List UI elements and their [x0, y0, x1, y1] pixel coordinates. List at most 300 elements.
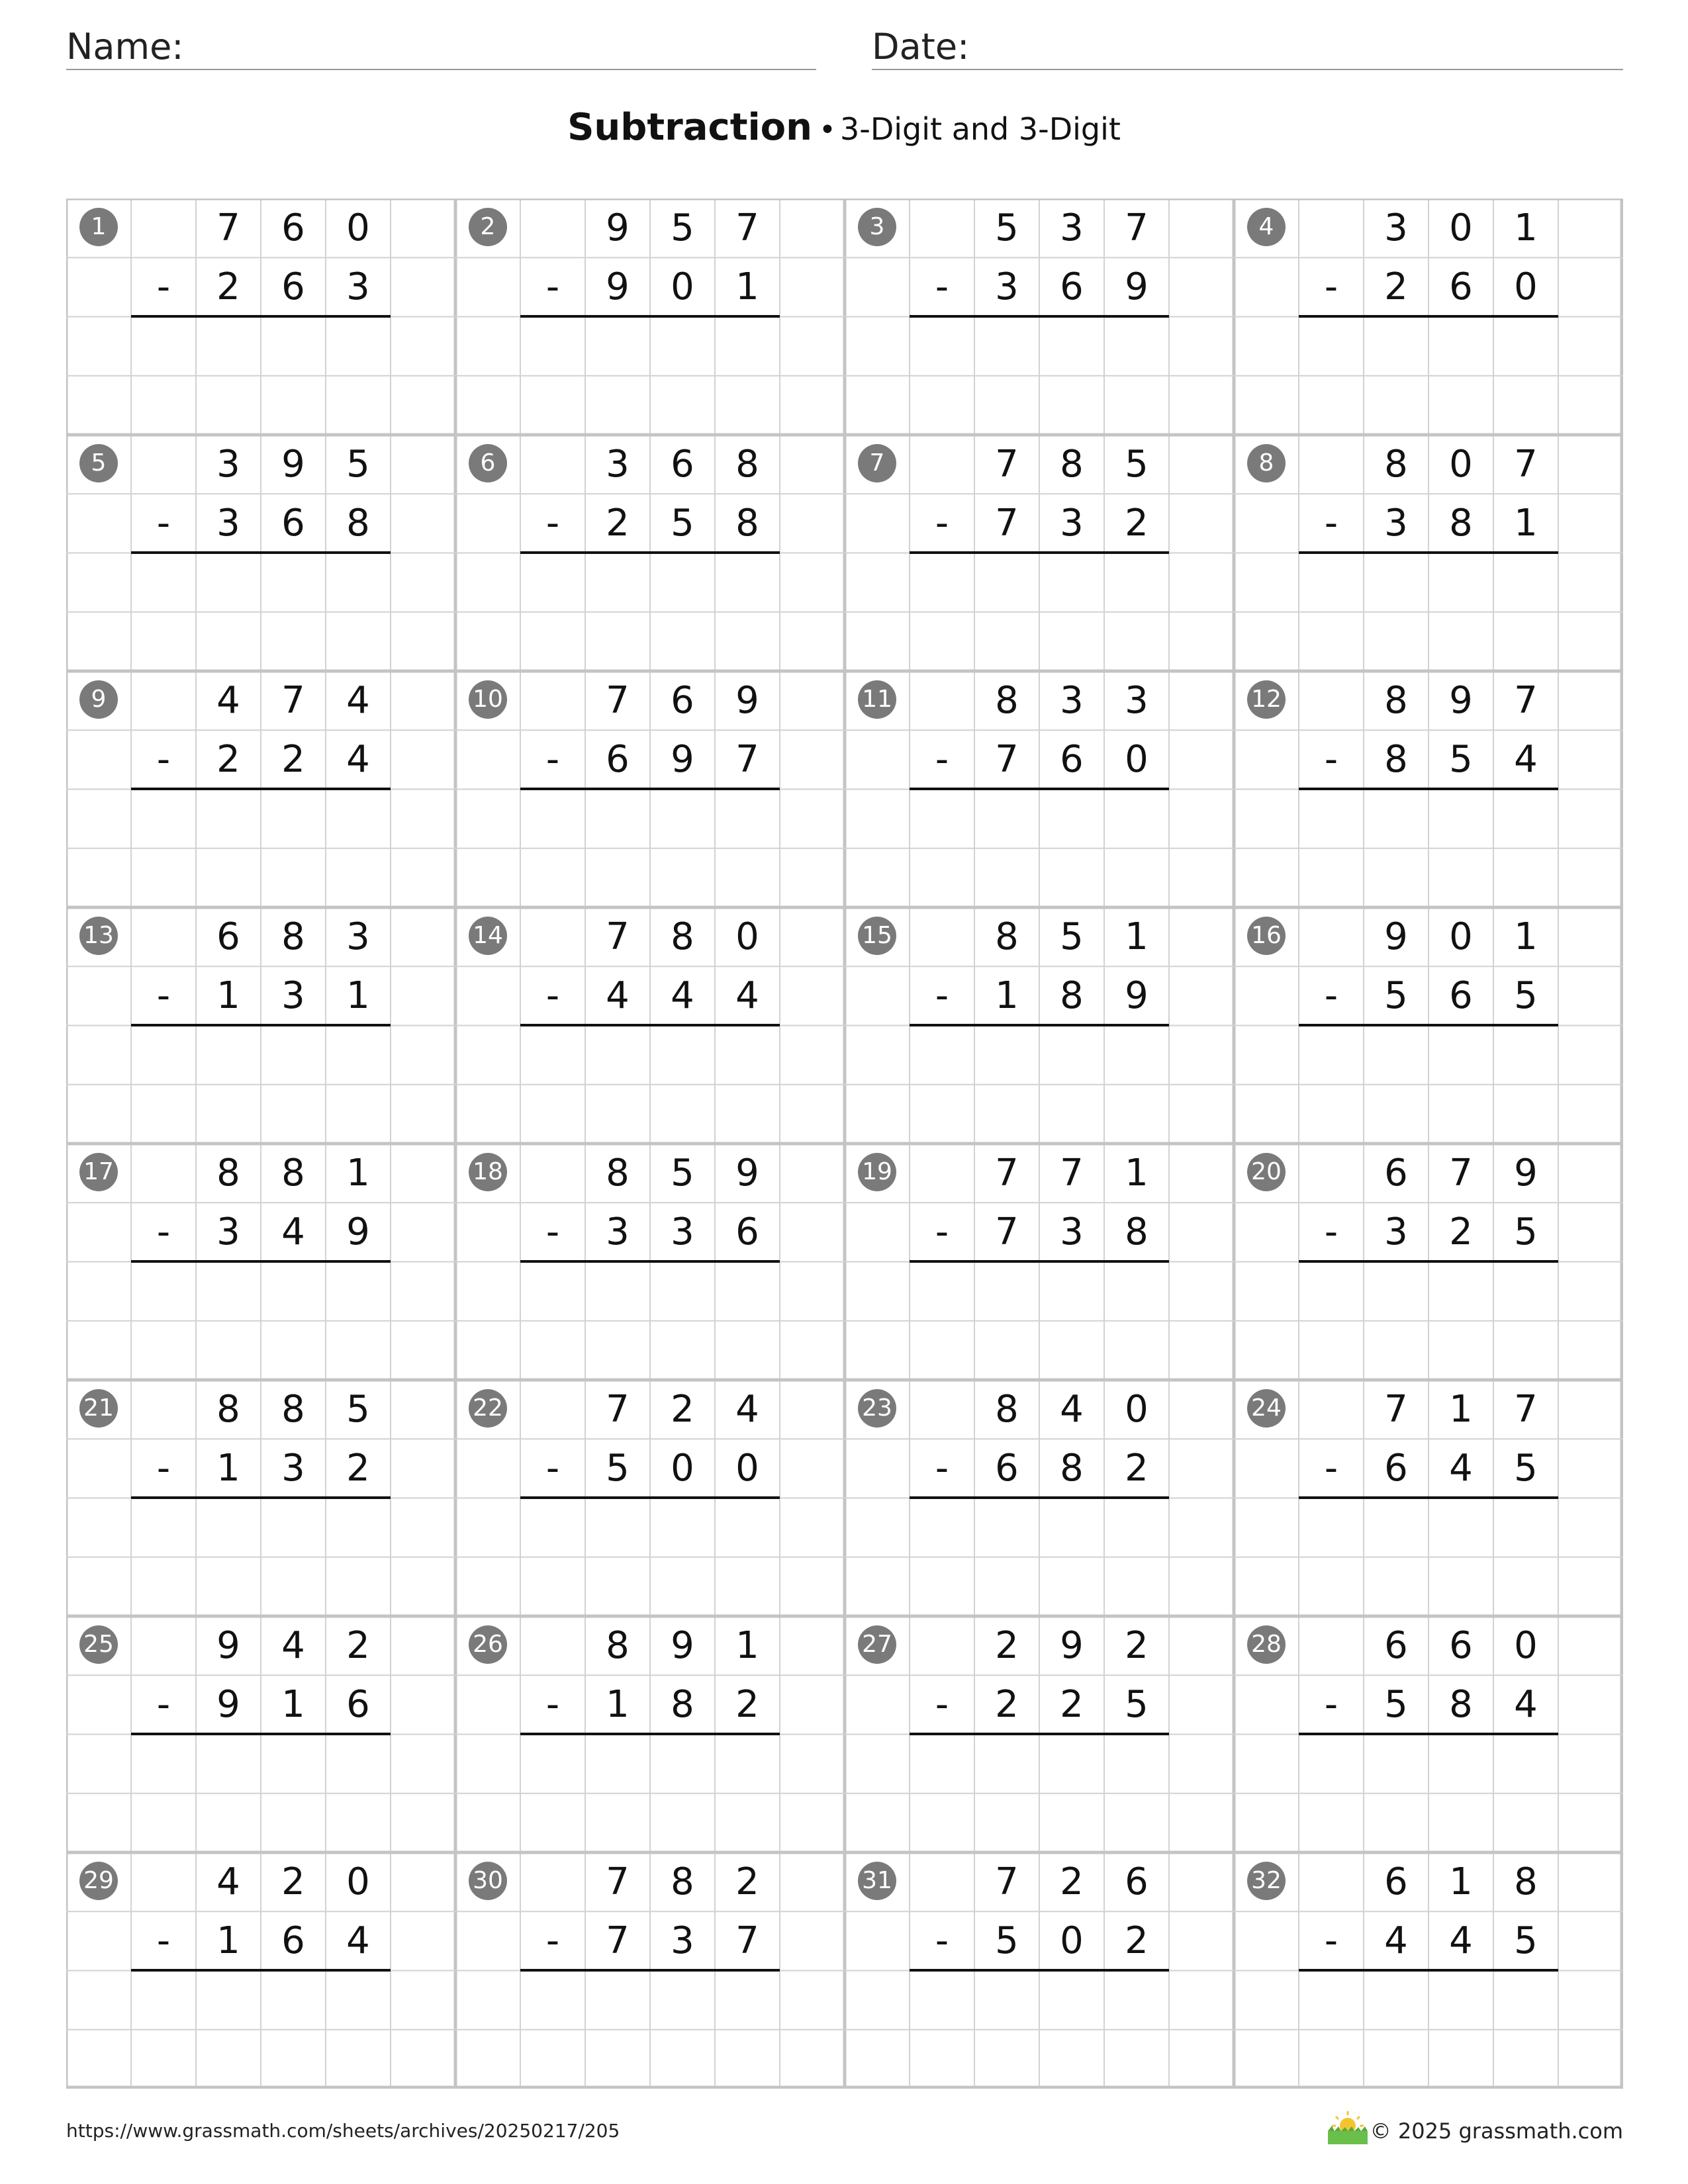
- subtrahend-digit: 2: [216, 738, 240, 782]
- answer-area[interactable]: [131, 1501, 391, 1614]
- subtrahend-digit: 9: [346, 1210, 370, 1254]
- minuend-digit: 2: [735, 1860, 759, 1903]
- problem-number-badge: 29: [79, 1862, 118, 1900]
- problem-block: [1234, 435, 1623, 671]
- minuend-digit: 1: [1514, 915, 1538, 958]
- minuend-digit: 5: [346, 443, 370, 486]
- minuend-digit: 8: [1060, 443, 1084, 486]
- minus-sign: -: [935, 1447, 949, 1490]
- answer-line: [910, 1024, 1169, 1026]
- minuend-digit: 9: [735, 679, 759, 722]
- minuend-digit: 0: [346, 206, 370, 250]
- problem-block: [845, 1616, 1234, 1852]
- answer-area[interactable]: [520, 1737, 780, 1850]
- answer-area[interactable]: [520, 1501, 780, 1614]
- minus-sign: -: [545, 1919, 560, 1963]
- subtrahend-digit: 8: [1449, 502, 1473, 545]
- minus-sign: -: [1324, 974, 1338, 1018]
- subtrahend-digit: 8: [735, 502, 759, 545]
- answer-line: [131, 788, 391, 790]
- subtrahend-digit: 4: [1514, 1683, 1538, 1727]
- problem-grid: [66, 199, 1623, 2089]
- problem-number-badge: 9: [79, 680, 118, 719]
- subtrahend-digit: 6: [735, 1210, 759, 1254]
- answer-line: [910, 1969, 1169, 1972]
- subtrahend-digit: 4: [1384, 1919, 1408, 1963]
- minuend-digit: 7: [606, 1388, 630, 1431]
- problem-number-badge: 7: [858, 444, 896, 482]
- subtrahend-digit: 0: [671, 1447, 694, 1490]
- minuend-digit: 3: [1384, 206, 1408, 250]
- minuend-digit: 8: [671, 1860, 694, 1903]
- answer-area[interactable]: [910, 1265, 1169, 1378]
- subtrahend-digit: 1: [995, 974, 1019, 1018]
- problem-block: [845, 1144, 1234, 1380]
- problem-number-badge: 22: [469, 1389, 507, 1428]
- minuend-digit: 9: [606, 206, 630, 250]
- subtrahend-digit: 7: [606, 1919, 630, 1963]
- minus-sign: -: [1324, 265, 1338, 309]
- minus-sign: -: [156, 1919, 171, 1963]
- minuend-digit: 0: [1125, 1388, 1149, 1431]
- problem-block: [845, 1852, 1234, 2089]
- subtrahend-digit: 0: [671, 265, 694, 309]
- minuend-digit: 7: [995, 1152, 1019, 1195]
- subtrahend-digit: 9: [671, 738, 694, 782]
- minuend-digit: 5: [995, 206, 1019, 250]
- subtrahend-digit: 0: [735, 1447, 759, 1490]
- subtrahend-digit: 4: [671, 974, 694, 1018]
- answer-area[interactable]: [910, 1501, 1169, 1614]
- minus-sign: -: [935, 1919, 949, 1963]
- subtrahend-digit: 8: [1384, 738, 1408, 782]
- answer-area[interactable]: [520, 792, 780, 905]
- name-field[interactable]: [66, 24, 816, 70]
- subtrahend-digit: 2: [995, 1683, 1019, 1727]
- subtrahend-digit: 2: [1449, 1210, 1473, 1254]
- minus-sign: -: [545, 502, 560, 545]
- subtrahend-digit: 6: [346, 1683, 370, 1727]
- subtrahend-digit: 6: [281, 502, 305, 545]
- answer-area[interactable]: [1299, 1265, 1558, 1378]
- answer-line: [520, 1969, 780, 1972]
- minuend-digit: 9: [735, 1152, 759, 1195]
- minuend-digit: 8: [995, 1388, 1019, 1431]
- answer-line: [520, 1024, 780, 1026]
- problem-block: [455, 1852, 845, 2089]
- subtrahend-digit: 2: [216, 265, 240, 309]
- subtrahend-digit: 2: [606, 502, 630, 545]
- minuend-digit: 4: [346, 679, 370, 722]
- subtrahend-digit: 4: [346, 1919, 370, 1963]
- problem-number-badge: 4: [1247, 208, 1286, 246]
- minuend-digit: 3: [1125, 679, 1149, 722]
- subtrahend-digit: 3: [1384, 502, 1408, 545]
- subtrahend-digit: 5: [1514, 1210, 1538, 1254]
- subtrahend-digit: 5: [1384, 974, 1408, 1018]
- problem-number-badge: 5: [79, 444, 118, 482]
- subtrahend-digit: 3: [216, 502, 240, 545]
- subtrahend-digit: 6: [1449, 974, 1473, 1018]
- answer-area[interactable]: [910, 1974, 1169, 2087]
- answer-area[interactable]: [910, 1737, 1169, 1850]
- minus-sign: -: [1324, 1683, 1338, 1727]
- minuend-digit: 7: [281, 679, 305, 722]
- minuend-digit: 7: [1514, 443, 1538, 486]
- minus-sign: -: [156, 974, 171, 1018]
- minus-sign: -: [545, 1210, 560, 1254]
- minus-sign: -: [156, 1210, 171, 1254]
- minuend-digit: 8: [216, 1152, 240, 1195]
- problem-number-badge: 17: [79, 1153, 118, 1191]
- minuend-digit: 2: [1125, 1624, 1149, 1667]
- answer-line: [1299, 1733, 1558, 1735]
- problem-block: [845, 1380, 1234, 1616]
- answer-area[interactable]: [131, 1028, 391, 1142]
- minus-sign: -: [1324, 1919, 1338, 1963]
- problem-block: [455, 435, 845, 671]
- subtrahend-digit: 4: [281, 1210, 305, 1254]
- minuend-digit: 9: [1514, 1152, 1538, 1195]
- answer-line: [1299, 315, 1558, 318]
- date-label: Date:: [872, 26, 970, 68]
- problem-number-badge: 30: [469, 1862, 507, 1900]
- answer-area[interactable]: [1299, 792, 1558, 905]
- problem-block: [66, 671, 455, 907]
- problem-block: [1234, 671, 1623, 907]
- subtrahend-digit: 6: [995, 1447, 1019, 1490]
- minuend-digit: 8: [995, 679, 1019, 722]
- minuend-digit: 7: [1384, 1388, 1408, 1431]
- minus-sign: -: [1324, 1447, 1338, 1490]
- subtrahend-digit: 1: [216, 974, 240, 1018]
- subtrahend-digit: 2: [346, 1447, 370, 1490]
- answer-area[interactable]: [131, 1974, 391, 2087]
- problem-number-badge: 10: [469, 680, 507, 719]
- minus-sign: -: [156, 502, 171, 545]
- subtrahend-digit: 5: [1514, 1447, 1538, 1490]
- minuend-digit: 8: [606, 1624, 630, 1667]
- title-subtitle: 3-Digit and 3-Digit: [839, 111, 1121, 147]
- problem-number-badge: 14: [469, 917, 507, 955]
- minuend-digit: 7: [606, 915, 630, 958]
- answer-line: [910, 551, 1169, 554]
- minus-sign: -: [156, 1683, 171, 1727]
- name-label: Name:: [66, 26, 184, 68]
- answer-area[interactable]: [131, 1265, 391, 1378]
- worksheet-title: [0, 106, 1688, 149]
- subtrahend-digit: 1: [735, 265, 759, 309]
- problem-number-badge: 1: [79, 208, 118, 246]
- subtrahend-digit: 1: [1514, 502, 1538, 545]
- minuend-digit: 1: [346, 1152, 370, 1195]
- minuend-digit: 8: [671, 915, 694, 958]
- minus-sign: -: [545, 1447, 560, 1490]
- answer-area[interactable]: [910, 556, 1169, 669]
- subtrahend-digit: 4: [1514, 738, 1538, 782]
- answer-area[interactable]: [131, 320, 391, 433]
- problem-number-badge: 8: [1247, 444, 1286, 482]
- problem-number-badge: 24: [1247, 1389, 1286, 1428]
- subtrahend-digit: 7: [995, 1210, 1019, 1254]
- subtrahend-digit: 1: [216, 1447, 240, 1490]
- title-separator: •: [819, 113, 836, 147]
- minuend-digit: 3: [606, 443, 630, 486]
- subtrahend-digit: 5: [1125, 1683, 1149, 1727]
- subtrahend-digit: 7: [995, 502, 1019, 545]
- answer-line: [1299, 1024, 1558, 1026]
- minus-sign: -: [156, 738, 171, 782]
- subtrahend-digit: 4: [606, 974, 630, 1018]
- subtrahend-digit: 7: [735, 738, 759, 782]
- minuend-digit: 7: [1125, 206, 1149, 250]
- subtrahend-digit: 8: [346, 502, 370, 545]
- problem-block: [455, 1144, 845, 1380]
- problem-number-badge: 23: [858, 1389, 896, 1428]
- minuend-digit: 7: [606, 1860, 630, 1903]
- subtrahend-digit: 9: [1125, 265, 1149, 309]
- minuend-digit: 7: [1514, 1388, 1538, 1431]
- subtrahend-digit: 2: [735, 1683, 759, 1727]
- minuend-digit: 9: [1384, 915, 1408, 958]
- subtrahend-digit: 2: [1125, 1919, 1149, 1963]
- answer-area[interactable]: [910, 1028, 1169, 1142]
- minuend-digit: 5: [671, 1152, 694, 1195]
- subtrahend-digit: 3: [281, 974, 305, 1018]
- minuend-digit: 5: [346, 1388, 370, 1431]
- problem-block: [1234, 1380, 1623, 1616]
- problem-block: [66, 199, 455, 435]
- subtrahend-digit: 3: [671, 1919, 694, 1963]
- subtrahend-digit: 8: [671, 1683, 694, 1727]
- answer-line: [131, 1969, 391, 1972]
- answer-area[interactable]: [1299, 1501, 1558, 1614]
- date-field[interactable]: [872, 24, 1623, 70]
- subtrahend-digit: 6: [281, 1919, 305, 1963]
- subtrahend-digit: 1: [281, 1683, 305, 1727]
- subtrahend-digit: 8: [1060, 1447, 1084, 1490]
- subtrahend-digit: 6: [1449, 265, 1473, 309]
- answer-line: [910, 315, 1169, 318]
- problem-number-badge: 26: [469, 1625, 507, 1664]
- minuend-digit: 8: [995, 915, 1019, 958]
- answer-area[interactable]: [1299, 1028, 1558, 1142]
- problem-number-badge: 19: [858, 1153, 896, 1191]
- answer-line: [131, 1496, 391, 1499]
- problem-number-badge: 32: [1247, 1862, 1286, 1900]
- minuend-digit: 8: [1384, 679, 1408, 722]
- minus-sign: -: [1324, 738, 1338, 782]
- minuend-digit: 2: [995, 1624, 1019, 1667]
- subtrahend-digit: 9: [1125, 974, 1149, 1018]
- minuend-digit: 8: [281, 1388, 305, 1431]
- answer-line: [1299, 1496, 1558, 1499]
- problem-number-badge: 31: [858, 1862, 896, 1900]
- footer-url[interactable]: https://www.grassmath.com/sheets/archives/20250217/205: [66, 2120, 620, 2142]
- subtrahend-digit: 9: [606, 265, 630, 309]
- subtrahend-digit: 1: [216, 1919, 240, 1963]
- answer-line: [520, 551, 780, 554]
- problem-number-badge: 13: [79, 917, 118, 955]
- problem-block: [66, 435, 455, 671]
- minus-sign: -: [545, 738, 560, 782]
- subtrahend-digit: 1: [606, 1683, 630, 1727]
- subtrahend-digit: 3: [281, 1447, 305, 1490]
- minuend-digit: 0: [1514, 1624, 1538, 1667]
- minuend-digit: 7: [995, 1860, 1019, 1903]
- minuend-digit: 7: [995, 443, 1019, 486]
- answer-area[interactable]: [1299, 320, 1558, 433]
- answer-line: [520, 1733, 780, 1735]
- subtrahend-digit: 9: [216, 1683, 240, 1727]
- answer-line: [520, 315, 780, 318]
- minuend-digit: 5: [1125, 443, 1149, 486]
- problem-number-badge: 15: [858, 917, 896, 955]
- minuend-digit: 1: [1449, 1860, 1473, 1903]
- subtrahend-digit: 8: [1125, 1210, 1149, 1254]
- minuend-digit: 7: [1060, 1152, 1084, 1195]
- answer-line: [910, 788, 1169, 790]
- problem-number-badge: 3: [858, 208, 896, 246]
- subtrahend-digit: 7: [735, 1919, 759, 1963]
- answer-area[interactable]: [910, 792, 1169, 905]
- minuend-digit: 9: [1060, 1624, 1084, 1667]
- problem-block: [66, 1852, 455, 2089]
- minus-sign: -: [545, 974, 560, 1018]
- answer-area[interactable]: [910, 320, 1169, 433]
- problem-block: [66, 1616, 455, 1852]
- subtrahend-digit: 6: [606, 738, 630, 782]
- subtrahend-digit: 4: [1449, 1919, 1473, 1963]
- minuend-digit: 3: [216, 443, 240, 486]
- answer-line: [131, 1733, 391, 1735]
- subtrahend-digit: 3: [1060, 1210, 1084, 1254]
- minuend-digit: 4: [1060, 1388, 1084, 1431]
- problem-block: [1234, 1616, 1623, 1852]
- problem-number-badge: 12: [1247, 680, 1286, 719]
- minus-sign: -: [935, 1210, 949, 1254]
- minuend-digit: 9: [281, 443, 305, 486]
- answer-line: [910, 1260, 1169, 1263]
- minuend-digit: 7: [606, 679, 630, 722]
- answer-area[interactable]: [131, 792, 391, 905]
- minuend-digit: 6: [1125, 1860, 1149, 1903]
- answer-area[interactable]: [520, 1974, 780, 2087]
- problem-block: [455, 1380, 845, 1616]
- problem-block: [1234, 907, 1623, 1144]
- subtrahend-digit: 2: [1125, 502, 1149, 545]
- problem-number-badge: 28: [1247, 1625, 1286, 1664]
- subtrahend-digit: 3: [671, 1210, 694, 1254]
- subtrahend-digit: 3: [346, 265, 370, 309]
- minuend-digit: 9: [1449, 679, 1473, 722]
- title-main: Subtraction: [567, 106, 813, 149]
- minus-sign: -: [545, 1683, 560, 1727]
- minuend-digit: 0: [1449, 915, 1473, 958]
- problem-block: [1234, 199, 1623, 435]
- minuend-digit: 7: [1449, 1152, 1473, 1195]
- minuend-digit: 0: [1449, 443, 1473, 486]
- problem-number-badge: 21: [79, 1389, 118, 1428]
- minuend-digit: 8: [1384, 443, 1408, 486]
- minuend-digit: 3: [1060, 206, 1084, 250]
- minuend-digit: 8: [1514, 1860, 1538, 1903]
- answer-area[interactable]: [520, 1265, 780, 1378]
- minus-sign: -: [545, 265, 560, 309]
- minuend-digit: 5: [1060, 915, 1084, 958]
- problem-block: [455, 199, 845, 435]
- minuend-digit: 2: [1060, 1860, 1084, 1903]
- subtrahend-digit: 1: [346, 974, 370, 1018]
- minuend-digit: 0: [346, 1860, 370, 1903]
- answer-area[interactable]: [520, 320, 780, 433]
- problem-block: [455, 907, 845, 1144]
- subtrahend-digit: 6: [1060, 738, 1084, 782]
- minuend-digit: 5: [671, 206, 694, 250]
- minus-sign: -: [156, 265, 171, 309]
- problem-block: [66, 907, 455, 1144]
- minus-sign: -: [156, 1447, 171, 1490]
- subtrahend-digit: 8: [1060, 974, 1084, 1018]
- answer-area[interactable]: [520, 1028, 780, 1142]
- minuend-digit: 7: [1514, 679, 1538, 722]
- answer-line: [1299, 551, 1558, 554]
- answer-area[interactable]: [520, 556, 780, 669]
- answer-area[interactable]: [1299, 556, 1558, 669]
- minuend-digit: 0: [1449, 206, 1473, 250]
- minuend-digit: 1: [1125, 1152, 1149, 1195]
- answer-line: [131, 315, 391, 318]
- minuend-digit: 1: [735, 1624, 759, 1667]
- subtrahend-digit: 2: [1384, 265, 1408, 309]
- answer-line: [520, 1260, 780, 1263]
- minuend-digit: 6: [671, 443, 694, 486]
- problem-block: [845, 199, 1234, 435]
- minus-sign: -: [935, 738, 949, 782]
- minuend-digit: 4: [281, 1624, 305, 1667]
- answer-line: [910, 1733, 1169, 1735]
- problem-block: [455, 671, 845, 907]
- minuend-digit: 8: [281, 1152, 305, 1195]
- answer-area[interactable]: [1299, 1974, 1558, 2087]
- answer-line: [1299, 788, 1558, 790]
- answer-area[interactable]: [1299, 1737, 1558, 1850]
- minuend-digit: 1: [1449, 1388, 1473, 1431]
- problem-block: [1234, 1144, 1623, 1380]
- minuend-digit: 6: [671, 679, 694, 722]
- minuend-digit: 7: [216, 206, 240, 250]
- subtrahend-digit: 5: [1514, 974, 1538, 1018]
- subtrahend-digit: 4: [346, 738, 370, 782]
- answer-line: [1299, 1969, 1558, 1972]
- footer-copyright: © 2025 grassmath.com: [1370, 2118, 1623, 2144]
- minuend-digit: 1: [1125, 915, 1149, 958]
- minus-sign: -: [1324, 1210, 1338, 1254]
- subtrahend-digit: 0: [1125, 738, 1149, 782]
- problem-number-badge: 11: [858, 680, 896, 719]
- minuend-digit: 2: [281, 1860, 305, 1903]
- problem-number-badge: 16: [1247, 917, 1286, 955]
- subtrahend-digit: 2: [281, 738, 305, 782]
- answer-area[interactable]: [131, 556, 391, 669]
- subtrahend-digit: 0: [1060, 1919, 1084, 1963]
- minuend-digit: 0: [735, 915, 759, 958]
- minus-sign: -: [935, 974, 949, 1018]
- minuend-digit: 7: [735, 206, 759, 250]
- minuend-digit: 9: [671, 1624, 694, 1667]
- answer-area[interactable]: [131, 1737, 391, 1850]
- minuend-digit: 8: [216, 1388, 240, 1431]
